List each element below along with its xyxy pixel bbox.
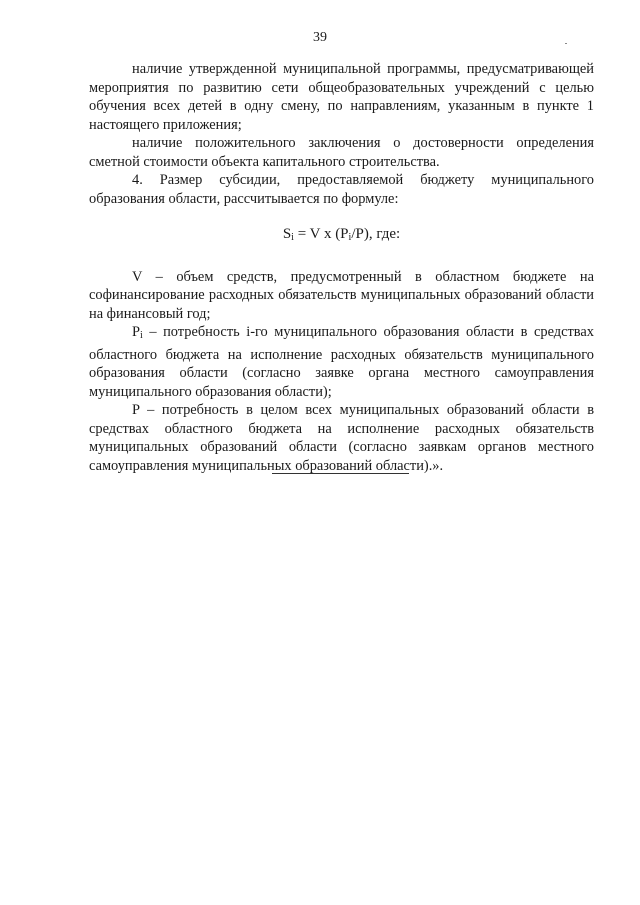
definition-symbol: P xyxy=(132,324,141,340)
definition-symbol: P xyxy=(132,402,140,418)
definition-v xyxy=(89,268,594,324)
definition-pi xyxy=(89,323,594,401)
subsidy-formula xyxy=(89,225,594,248)
formula-lhs-subscript: i xyxy=(291,232,294,243)
definition-text: – потребность i-го муниципального образования области в средствах областного бюджета на исполнение расходных обязательств муниципального образования области (согласно заявке органа местного самоуправления муниципального образования области); xyxy=(89,324,594,400)
formula-tail: /P), где: xyxy=(351,226,401,242)
definition-text: – объем средств, предусмотренный в областном бюджете на софинансирование расходных обязательств муниципальных образований области на финансовый год; xyxy=(89,268,594,322)
formula-equals: = V x (P xyxy=(293,226,349,242)
formula-lhs: S xyxy=(282,226,292,242)
definition-p xyxy=(89,401,594,475)
definition-symbol: V xyxy=(132,268,143,285)
scan-artifact xyxy=(565,43,567,44)
formula-p-subscript: i xyxy=(348,232,352,243)
closing-rule-line xyxy=(272,473,409,474)
paragraph-positive-conclusion: наличие положительного заключения о достоверности определения сметной стоимости объекта капитального строительства. xyxy=(89,135,594,170)
paragraph-municipal-program: наличие утвержденной муниципальной программы, предусматривающей мероприятия по развитию сети общеобразовательных учреждений с целью обучения всех детей в одну смену, по направлениям, указанным в пункте 1 настоящего приложения; xyxy=(89,61,594,133)
definition-symbol-subscript: i xyxy=(140,330,143,341)
page-number: 39 xyxy=(313,30,327,45)
definition-text: – потребность в целом всех муниципальных образований области в средствах областного бюджета на исполнение расходных обязательств муниципальных образований области (согласно заявкам органов местного самоуправления муниципальных образований области).». xyxy=(89,402,594,474)
upper-text-block xyxy=(89,60,594,475)
paragraph-subsidy-size: 4. Размер субсидии, предоставляемой бюджету муниципального образования области, рассчитывается по формуле: xyxy=(89,172,594,207)
